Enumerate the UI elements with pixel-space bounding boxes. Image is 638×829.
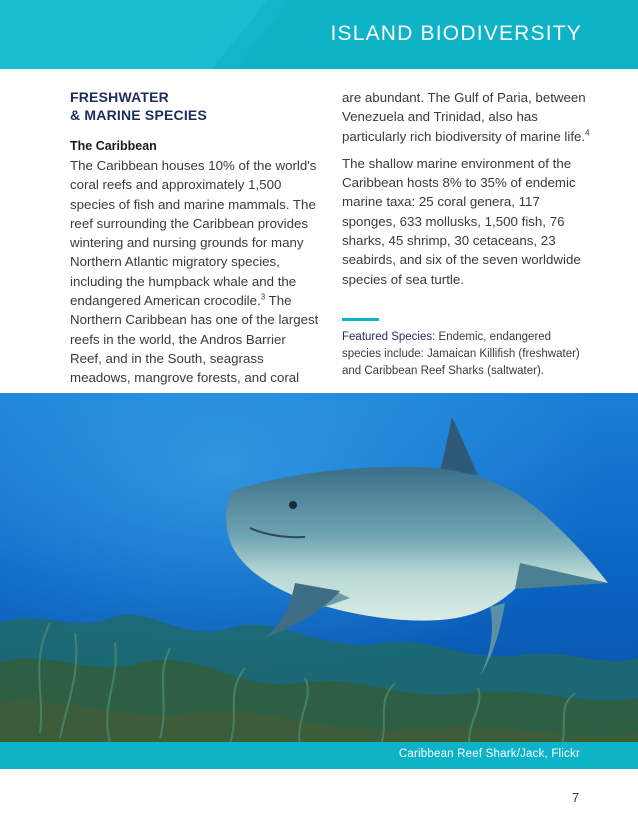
left-body-text-b: The Northern Caribbean has one of the largest reefs in the world, the Andros Barrier Reef, and in the South, seagrass meadows, mangrove forests, and coral [70,293,319,386]
featured-species-label: Featured Species: [342,331,436,343]
photo-caption-bar [0,742,638,769]
section-heading-line-2: & MARINE SPECIES [70,107,207,123]
left-body-paragraph [70,156,320,388]
footnote-ref-4: 4 [585,128,590,138]
featured-divider [342,318,379,321]
page-number: 7 [572,790,580,805]
right-body-text-a: are abundant. The Gulf of Paria, between Venezuela and Trinidad, also has particularly rich biodiversity of marine life. [342,90,586,144]
left-column [70,88,320,388]
section-heading [70,88,320,124]
right-column [342,88,592,289]
featured-species-callout [342,329,592,380]
right-body-paragraph-1 [342,88,592,146]
right-body-paragraph-2: The shallow marine environment of the Caribbean hosts 8% to 35% of endemic marine taxa: 25 coral genera, 117 sponges, 633 mollusks, 1,500 fish, 76 sharks, 45 shrimp, 30 cetaceans, 23 seabirds, and six of the seven worldwide species of sea turtle. [342,155,581,287]
subheading-caribbean: The Caribbean [70,139,157,153]
header-title: ISLAND BIODIVERSITY [330,22,582,45]
section-heading-line-1: FRESHWATER [70,89,169,105]
featured-species-text: Endemic, endangered species include: Jamaican Killifish (freshwater) and Caribbean Reef Sharks (saltwater). [342,331,580,377]
page-header [0,0,638,69]
reef-shark-illustration [0,393,638,765]
left-body-text-a: The Caribbean houses 10% of the world's coral reefs and approximately 1,500 species of fish and marine mammals. The reef surrounding the Caribbean provides wintering and nursing grounds for many Northern Atlantic migratory species, including the humpback whale and the endangered American crocodile. [70,158,317,309]
photo-caption: Caribbean Reef Shark/Jack, Flickr [398,748,580,760]
shark-photo [0,393,638,765]
footnote-ref-3: 3 [260,292,266,302]
